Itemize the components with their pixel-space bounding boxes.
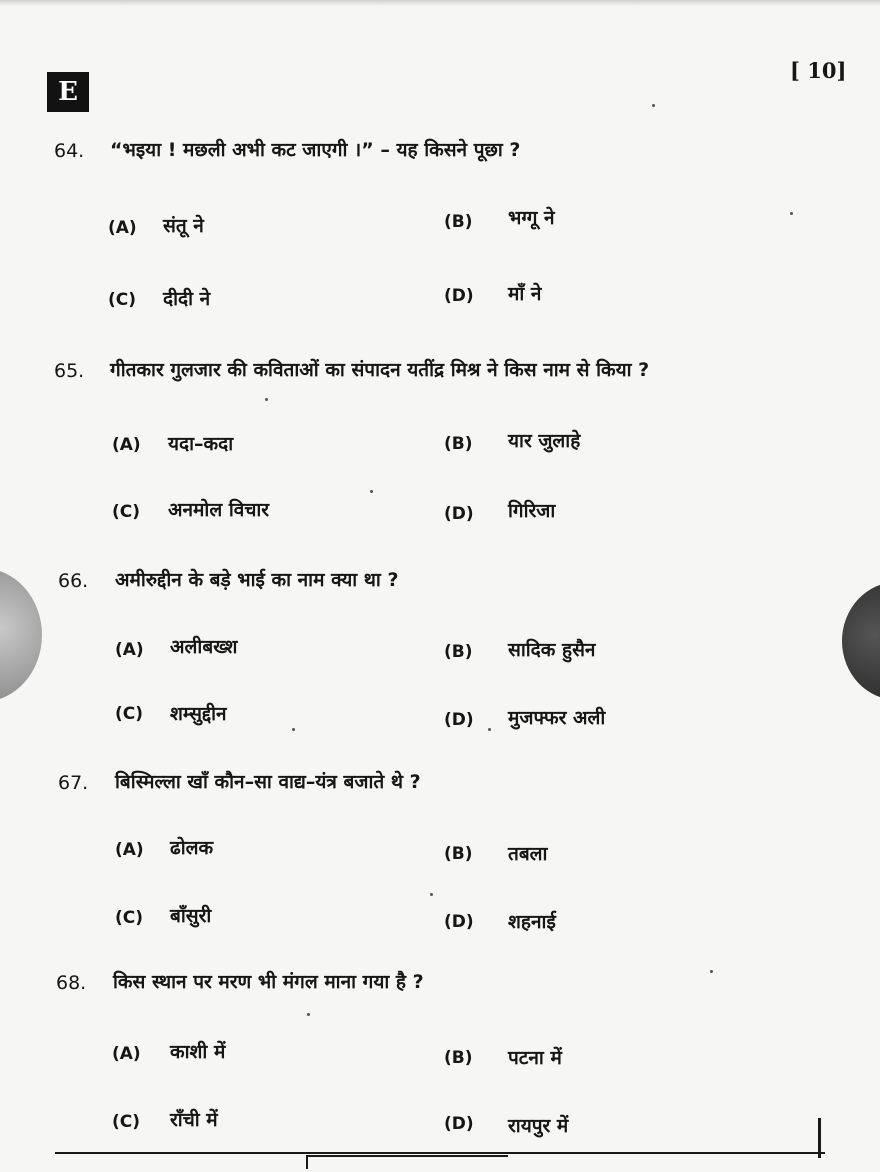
page-top-edge — [0, 0, 880, 6]
scan-speck — [430, 893, 433, 896]
option-a-key: (A) — [108, 218, 137, 238]
option-b-text: सादिक हुसैन — [508, 639, 596, 661]
option-d-key: (D) — [444, 710, 474, 730]
option-d-key: (D) — [444, 1114, 474, 1134]
option-c-text: दीदी ने — [163, 288, 211, 310]
option-b-key: (B) — [444, 844, 473, 864]
scan-speck — [488, 728, 491, 731]
option-b-key: (B) — [444, 434, 473, 454]
footer-code-box — [306, 1155, 508, 1169]
scan-speck — [292, 728, 295, 731]
option-d-key: (D) — [444, 504, 474, 524]
option-a-text: ढोलक — [170, 837, 214, 859]
scan-speck — [790, 212, 793, 215]
question-68 — [0, 972, 880, 1172]
question-number: 64. — [54, 140, 85, 162]
option-d-text: मुजफ्फर अली — [508, 707, 606, 729]
option-c-key: (C) — [108, 290, 137, 310]
question-66 — [0, 570, 880, 770]
scan-speck — [265, 398, 268, 401]
option-c-key: (C) — [112, 502, 141, 522]
option-a-text: यदा–कदा — [168, 433, 234, 455]
option-b-key: (B) — [444, 642, 473, 662]
option-c-key: (C) — [115, 908, 144, 928]
option-d-text: रायपुर में — [508, 1115, 569, 1137]
page-number: [ 10] — [790, 58, 847, 83]
question-65 — [0, 360, 880, 560]
option-d-text: माँ ने — [508, 283, 542, 305]
question-text: गीतकार गुलजार की कविताओं का संपादन यतींद्र मिश्र ने किस नाम से किया ? — [110, 359, 650, 381]
question-text: बिस्मिल्ला खाँ कौन–सा वाद्य–यंत्र बजाते थे ? — [115, 771, 421, 793]
scan-speck — [710, 970, 713, 973]
footer-bracket — [818, 1118, 821, 1158]
question-number: 68. — [56, 972, 87, 994]
option-a-key: (A) — [112, 1044, 141, 1064]
option-a-text: काशी में — [170, 1041, 226, 1063]
set-label-badge: E — [47, 72, 89, 112]
scan-speck — [652, 104, 655, 107]
option-a-key: (A) — [112, 435, 141, 455]
scan-speck — [307, 1013, 310, 1016]
footer-rule — [55, 1152, 825, 1154]
question-number: 65. — [54, 360, 85, 382]
option-c-text: बाँसुरी — [170, 905, 212, 927]
scan-speck — [370, 490, 373, 493]
question-number: 67. — [58, 772, 89, 794]
option-d-text: गिरिजा — [508, 500, 556, 522]
option-d-text: शहनाई — [508, 911, 556, 933]
option-c-text: राँची में — [170, 1109, 218, 1131]
question-text: अमीरुद्दीन के बड़े भाई का नाम क्या था ? — [115, 569, 399, 591]
option-d-key: (D) — [444, 286, 474, 306]
question-text: “भइया ! मछली अभी कट जाएगी ।” – यह किसने पूछा ? — [110, 139, 521, 161]
option-a-key: (A) — [115, 640, 144, 660]
option-b-text: भग्गू ने — [508, 207, 555, 229]
option-a-text: संतू ने — [163, 215, 204, 237]
question-text: किस स्थान पर मरण भी मंगल माना गया है ? — [113, 971, 424, 993]
option-b-text: यार जुलाहे — [508, 430, 581, 452]
option-b-text: पटना में — [508, 1047, 562, 1069]
option-a-key: (A) — [115, 840, 144, 860]
option-c-key: (C) — [112, 1112, 141, 1132]
question-number: 66. — [58, 570, 89, 592]
option-b-text: तबला — [508, 843, 548, 865]
option-a-text: अलीबख्श — [170, 636, 238, 658]
question-64 — [0, 140, 880, 340]
option-d-key: (D) — [444, 912, 474, 932]
option-b-key: (B) — [444, 1048, 473, 1068]
option-c-text: शम्सुद्दीन — [170, 703, 227, 725]
option-c-key: (C) — [115, 704, 144, 724]
question-67 — [0, 772, 880, 972]
option-c-text: अनमोल विचार — [168, 499, 270, 521]
option-b-key: (B) — [444, 212, 473, 232]
